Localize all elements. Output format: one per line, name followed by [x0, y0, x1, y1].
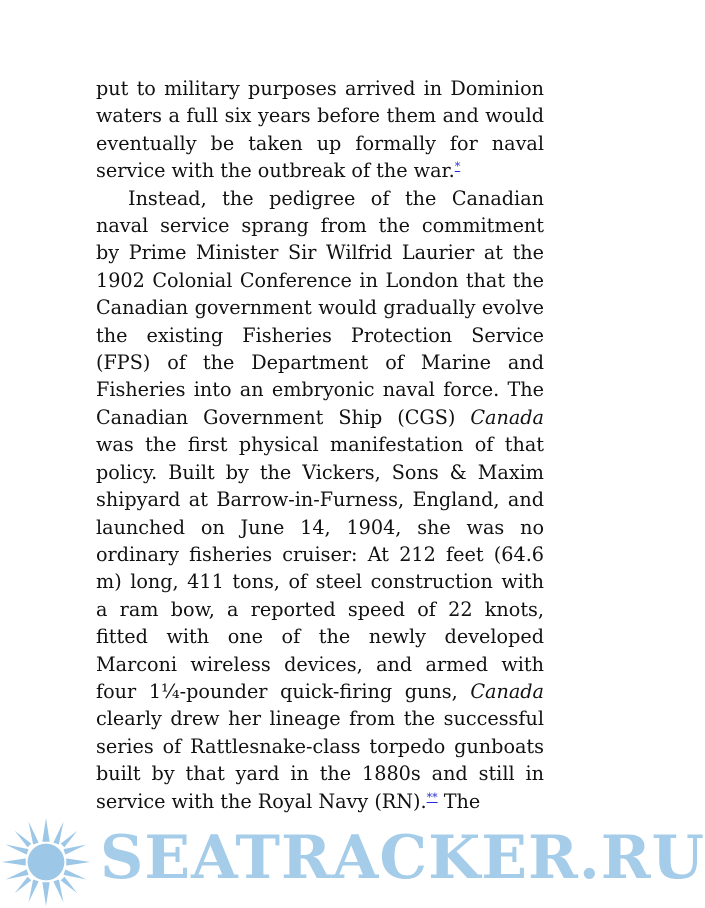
footnote-link-2[interactable]: ** — [426, 790, 438, 804]
footnote-link-1[interactable]: * — [454, 160, 461, 174]
watermark — [0, 808, 705, 905]
paragraph-2 — [96, 185, 544, 815]
paragraph-1-text: put to military purposes arrived in Dominion waters a full six years before them and would eventually be taken up formally for naval service with the outbreak of the war. — [96, 77, 544, 183]
paragraph-2-part-1: Instead, the pedigree of the Canadian naval service sprang from the commitment by Prime Minister Sir Wilfrid Laurier at the 1902 Colonial Conference in London that the Canadian government would gradually evolve the existing Fisheries Protection Service (FPS) of the Department of Marine and Fisheries into an embryonic naval force. The Canadian Government Ship (CGS) — [96, 186, 544, 429]
body-text — [96, 75, 544, 815]
paragraph-2-part-3: clearly drew her lineage from the successful series of Rattlesnake-class torpedo gunboats built by that yard in the 1880s and still in service with the Royal Navy (RN). — [96, 707, 544, 813]
paragraph-1 — [96, 75, 544, 185]
ship-name-canada-2: Canada — [470, 679, 544, 703]
ship-name-canada: Canada — [470, 405, 544, 429]
paragraph-2-part-2: was the first physical manifestation of that policy. Built by the Vickers, Sons & Maxim shipyard at Barrow-in-Furness, England, and launched on June 14, 1904, she was no ordinary fisheries cruiser: At 212 feet (64.6 m) long, 411 tons, of steel construction with a ram bow, a reported speed of 22 knots, fitted with one of the newly developed Marconi wireless devices, and armed with four 1¼-pounder quick-firing guns, — [96, 433, 544, 703]
watermark-text: SEATRACKER.RU — [100, 823, 705, 893]
paragraph-2-part-4: The — [437, 789, 481, 813]
sun-icon — [0, 816, 92, 908]
